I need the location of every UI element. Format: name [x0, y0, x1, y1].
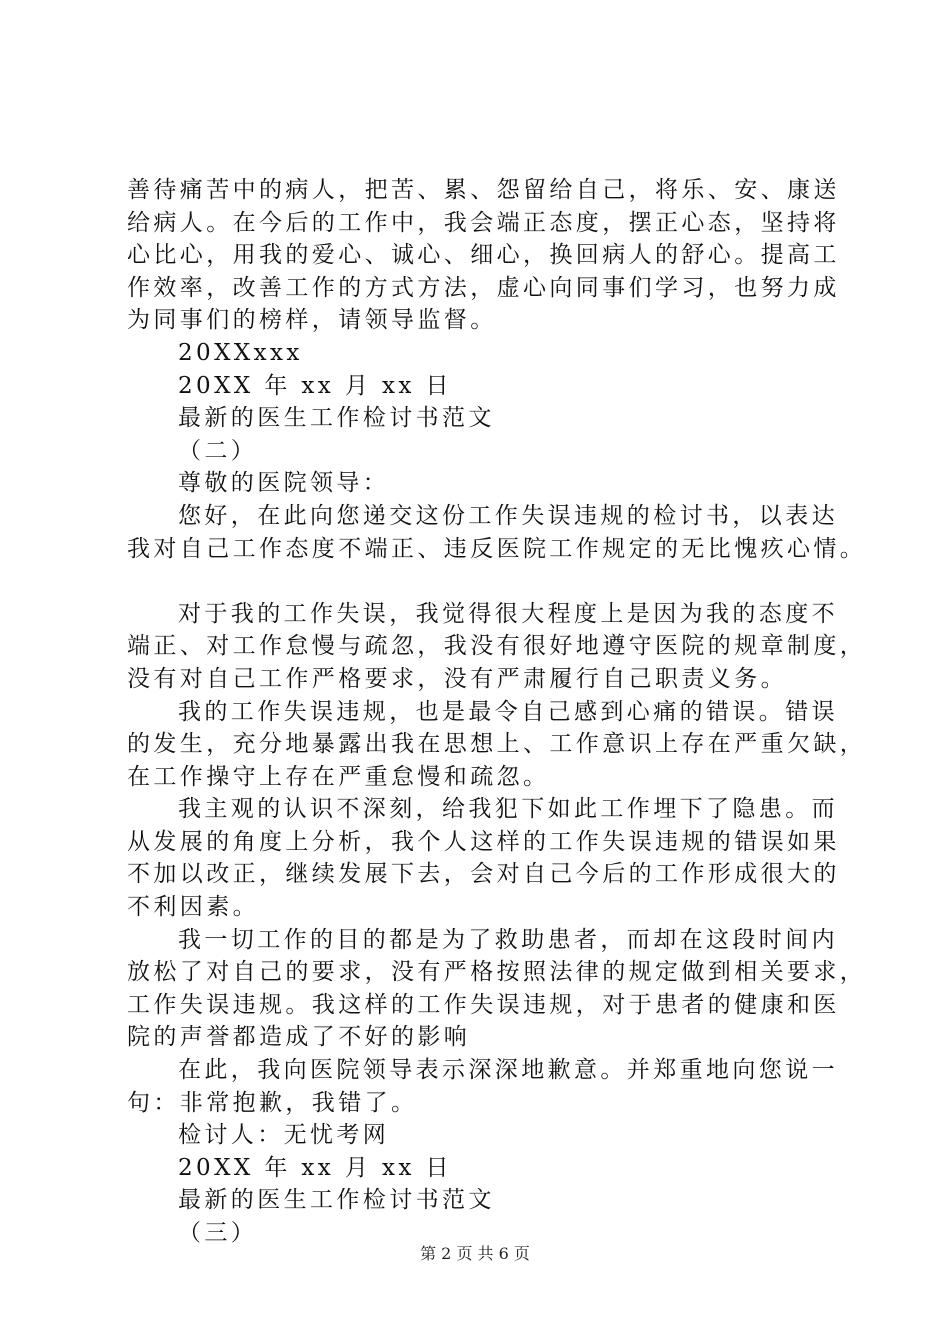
text-line: 20XX 年 xx 月 xx 日 — [178, 1154, 452, 1181]
text-line: 不加以改正，继续发展下去，会对自己今后的工作形成很大的 — [127, 861, 840, 888]
text-line: 句：非常抱歉，我错了。 — [127, 1089, 418, 1116]
text-line: 我主观的认识不深刻，给我犯下如此工作埋下了隐患。而 — [178, 796, 838, 823]
text-line: 从发展的角度上分析，我个人这样的工作失误违规的错误如果 — [127, 828, 840, 855]
text-line: 善待痛苦中的病人，把苦、累、怨留给自己，将乐、安、康送 — [127, 177, 840, 203]
text-line: 不利因素。 — [127, 894, 259, 921]
text-line: 我的工作失误违规，也是最令自己感到心痛的错误。错误 — [178, 698, 838, 725]
text-line: 我对自己工作态度不端正、违反医院工作规定的无比愧疚心情。 — [127, 535, 867, 562]
text-line: 在此，我向医院领导表示深深地歉意。并郑重地向您说一 — [178, 1057, 838, 1084]
text-line: 20XX 年 xx 月 xx 日 — [178, 372, 452, 399]
text-line: 给病人。在今后的工作中，我会端正态度，摆正心态，坚持将 — [127, 209, 840, 236]
text-line: 没有对自己工作严格要求，没有严肃履行自己职责义务。 — [127, 665, 787, 692]
text-line: 院的声誉都造成了不好的影响 — [127, 1024, 471, 1051]
text-line: （二） — [178, 437, 258, 464]
text-line: 的发生，充分地暴露出我在思想上、工作意识上存在严重欠缺， — [127, 731, 867, 758]
text-line: 最新的医生工作检讨书范文 — [178, 405, 495, 432]
text-line: 检讨人：无忧考网 — [178, 1122, 390, 1149]
text-line: 我一切工作的目的都是为了救助患者，而却在这段时间内 — [178, 926, 838, 953]
text-line: 放松了对自己的要求，没有严格按照法律的规定做到相关要求， — [127, 959, 867, 986]
text-line: 尊敬的医院领导： — [178, 470, 390, 497]
text-line: 您好，在此向您递交这份工作失误违规的检讨书，以表达 — [178, 502, 838, 529]
text-line: 对于我的工作失误，我觉得很大程度上是因为我的态度不 — [178, 600, 838, 627]
text-line: 20XXxxx — [178, 339, 303, 366]
text-line: （三） — [178, 1220, 258, 1246]
text-line: 为同事们的榜样，请领导监督。 — [127, 307, 497, 334]
text-line: 最新的医生工作检讨书范文 — [178, 1187, 495, 1214]
document-body — [127, 174, 867, 1250]
page-footer: 第 2 页 共 6 页 — [420, 1244, 530, 1263]
text-line: 工作失误违规。我这样的工作失误违规，对于患者的健康和医 — [127, 991, 840, 1018]
text-line: 在工作操守上存在严重怠慢和疏忽。 — [127, 763, 550, 790]
text-line: 作效率，改善工作的方式方法，虚心向同事们学习，也努力成 — [127, 274, 840, 301]
text-line: 端正、对工作怠慢与疏忽，我没有很好地遵守医院的规章制度， — [127, 633, 867, 660]
text-line: 心比心，用我的爱心、诚心、细心，换回病人的舒心。提高工 — [127, 242, 840, 269]
blank-line — [127, 565, 847, 598]
